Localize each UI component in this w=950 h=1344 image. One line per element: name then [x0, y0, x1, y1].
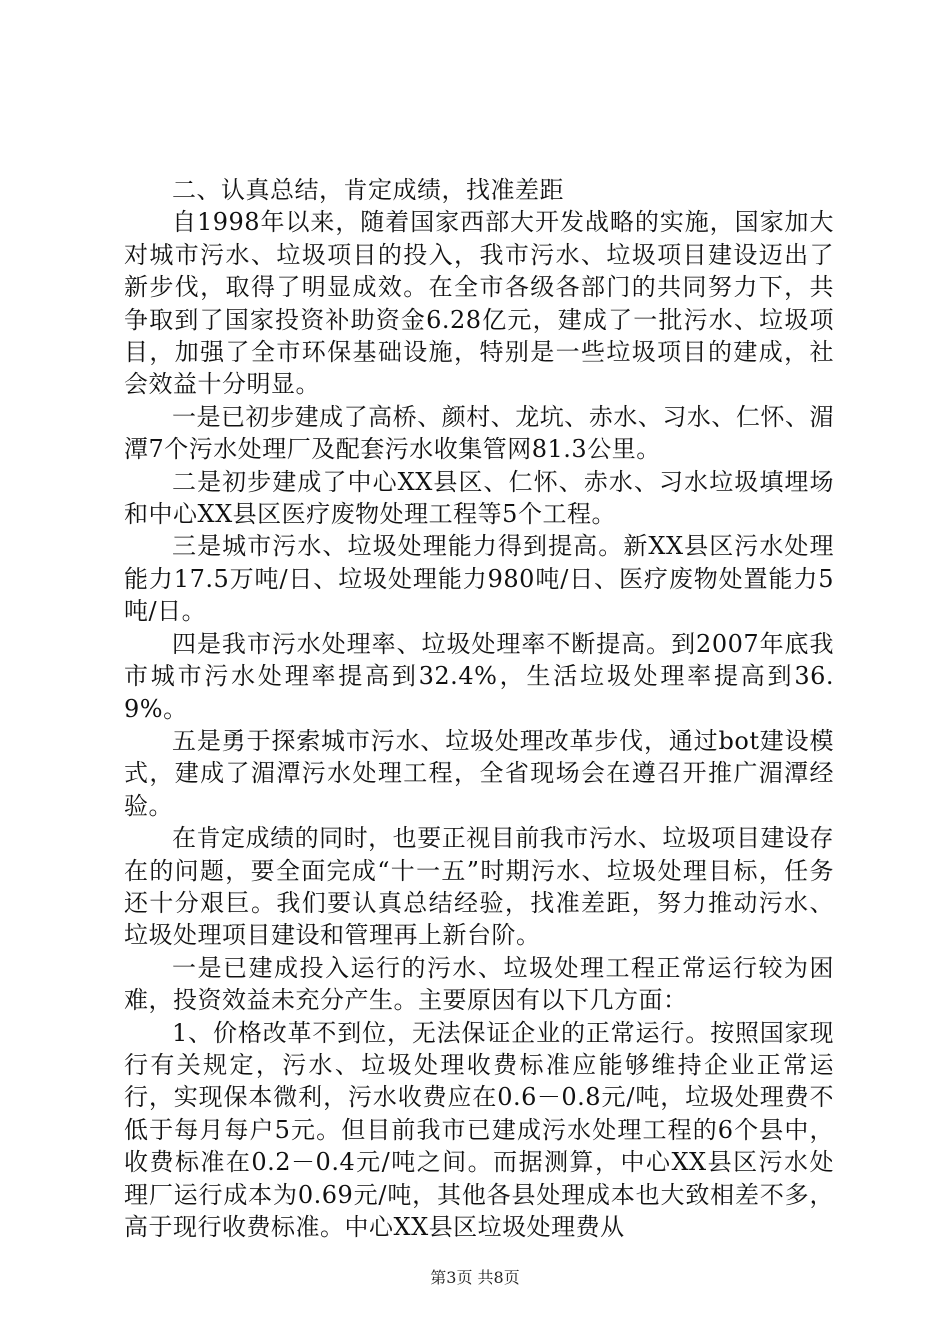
paragraph: 1、价格改革不到位，无法保证企业的正常运行。按照国家现行有关规定，污水、垃圾处理收费标准应能够维持企业正常运行，实现保本微利，污水收费应在0.6－0.8元/吨，垃圾处理费不低于每月每户5元。但目前我市已建成污水处理工程的6个县中，收费标准在0.2－0.4元/吨之间。而据测算，中心XX县区污水处理厂运行成本为0.69元/吨，其他各县处理成本也大致相差不多，高于现行收费标准。中心XX县区垃圾处理费从 — [124, 1018, 834, 1241]
paragraph: 在肯定成绩的同时，也要正视目前我市污水、垃圾项目建设存在的问题，要全面完成“十一五”时期污水、垃圾处理目标，任务还十分艰巨。我们要认真总结经验，找准差距，努力推动污水、垃圾处理项目建设和管理再上新台阶。 — [124, 824, 834, 950]
paragraph: 二是初步建成了中心XX县区、仁怀、赤水、习水垃圾填埋场和中心XX县区医疗废物处理工程等5个工程。 — [124, 467, 834, 529]
section-heading: 二、认真总结，肯定成绩，找准差距 — [172, 176, 564, 204]
paragraph: 四是我市污水处理率、垃圾处理率不断提高。到2007年底我市城市污水处理率提高到32.4%，生活垃圾处理率提高到36.9%。 — [124, 629, 834, 723]
paragraph: 一是已建成投入运行的污水、垃圾处理工程正常运行较为困难，投资效益未充分产生。主要原因有以下几方面： — [124, 953, 834, 1015]
paragraph: 五是勇于探索城市污水、垃圾处理改革步伐，通过bot建设模式，建成了湄潭污水处理工程，全省现场会在遵召开推广湄潭经验。 — [124, 726, 834, 820]
document-body — [124, 174, 834, 1243]
page-number-footer: 第3页 共8页 — [430, 1268, 520, 1287]
paragraph: 自1998年以来，随着国家西部大开发战略的实施，国家加大对城市污水、垃圾项目的投入，我市污水、垃圾项目建设迈出了新步伐，取得了明显成效。在全市各级各部门的共同努力下，共争取到了国家投资补助资金6.28亿元，建成了一批污水、垃圾项目，加强了全市环保基础设施，特别是一些垃圾项目的建成，社会效益十分明显。 — [124, 208, 834, 399]
paragraph: 三是城市污水、垃圾处理能力得到提高。新XX县区污水处理能力17.5万吨/日、垃圾处理能力980吨/日、医疗废物处置能力5吨/日。 — [124, 532, 834, 626]
paragraph: 一是已初步建成了高桥、颜村、龙坑、赤水、习水、仁怀、湄潭7个污水处理厂及配套污水收集管网81.3公里。 — [124, 402, 834, 464]
